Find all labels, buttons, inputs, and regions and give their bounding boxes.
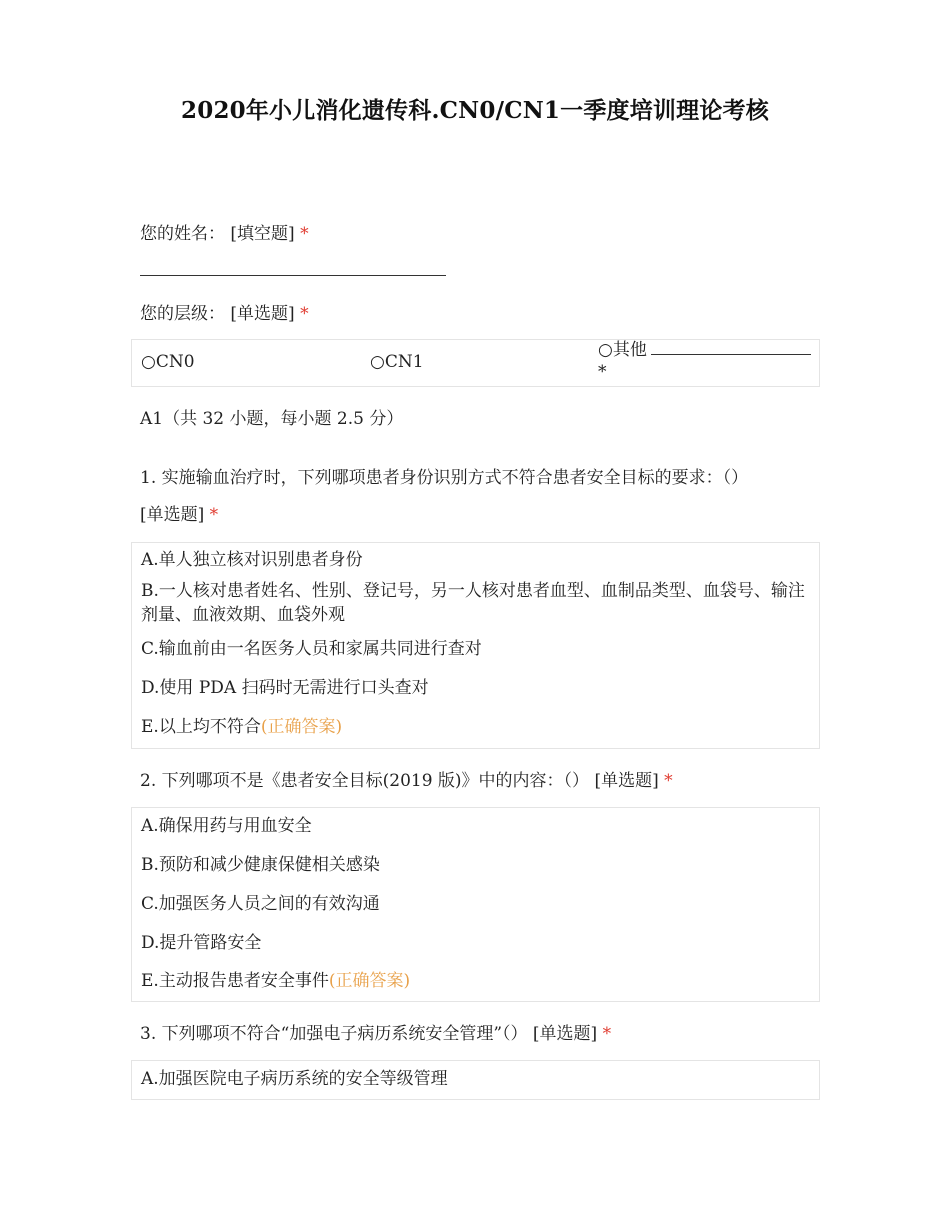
question-3-stem-line [140, 1022, 611, 1046]
required-mark: * [300, 304, 309, 324]
question-2-option-b[interactable]: B.预防和减少健康保健相关感染 [141, 855, 380, 875]
question-1-option-d[interactable]: D.使用 PDA 扫码时无需进行口头查对 [141, 678, 429, 698]
option-other[interactable] [598, 338, 813, 382]
question-1-type [140, 503, 218, 527]
required-mark: * [664, 771, 673, 791]
question-3-options-box [131, 1060, 820, 1100]
level-question [140, 302, 309, 326]
name-question [140, 222, 309, 246]
option-text: E.以上均不符合 [141, 717, 261, 737]
question-1-options-box [131, 542, 820, 749]
question-type: [单选题] [532, 1024, 598, 1044]
question-type: [单选题] [140, 505, 205, 525]
question-1-option-b[interactable]: B.一人核对患者姓名、性别、登记号，另一人核对患者血型、血制品类型、血袋号、输注剂量、血液效期、血袋外观 [141, 581, 805, 625]
required-mark: * [300, 224, 309, 244]
question-3-stem: 3. 下列哪项不符合“加强电子病历系统安全管理”（） [140, 1024, 528, 1044]
question-2-stem-line [140, 769, 673, 793]
name-question-type: [填空题] [230, 224, 295, 244]
option-text: E.主动报告患者安全事件 [141, 971, 329, 991]
required-mark: * [209, 505, 219, 525]
question-1-option-c[interactable]: C.输血前由一名医务人员和家属共同进行查对 [141, 639, 482, 659]
section-header: A1（共 32 小题，每小题 2.5 分） [140, 409, 404, 429]
level-options-box [131, 339, 820, 387]
correct-answer-mark: (正确答案) [260, 717, 343, 737]
level-question-type: [单选题] [230, 304, 295, 324]
question-1-option-e[interactable] [141, 714, 806, 740]
option-other-label: ○其他 [598, 340, 647, 360]
required-mark: * [602, 1024, 612, 1044]
required-mark: * [598, 362, 607, 382]
question-2-stem: 2. 下列哪项不是《患者安全目标(2019 版)》中的内容：（） [140, 771, 590, 791]
other-input-blank[interactable] [651, 340, 811, 355]
page-title: 2020年小儿消化遗传科.CN0/CN1一季度培训理论考核 [181, 97, 769, 124]
correct-answer-mark: (正确答案) [328, 971, 411, 991]
question-type: [单选题] [594, 771, 659, 791]
question-2-option-c[interactable]: C.加强医务人员之间的有效沟通 [141, 894, 380, 914]
question-3-option-a[interactable]: A.加强医院电子病历系统的安全等级管理 [141, 1069, 448, 1089]
question-2-option-d[interactable]: D.提升管路安全 [141, 933, 262, 953]
option-cn1[interactable]: ○CN1 [370, 352, 424, 372]
question-1-option-a[interactable]: A.单人独立核对识别患者身份 [141, 550, 363, 570]
name-input-blank[interactable] [140, 275, 446, 276]
question-2-option-e[interactable] [141, 968, 806, 994]
option-cn0[interactable]: ○CN0 [141, 352, 195, 372]
name-question-label: 您的姓名： [140, 224, 225, 244]
question-2-options-box [131, 807, 820, 1002]
question-2-option-a[interactable]: A.确保用药与用血安全 [141, 816, 312, 836]
question-1-stem: 1. 实施输血治疗时，下列哪项患者身份识别方式不符合患者安全目标的要求：（） [140, 468, 749, 488]
level-question-label: 您的层级： [140, 304, 225, 324]
